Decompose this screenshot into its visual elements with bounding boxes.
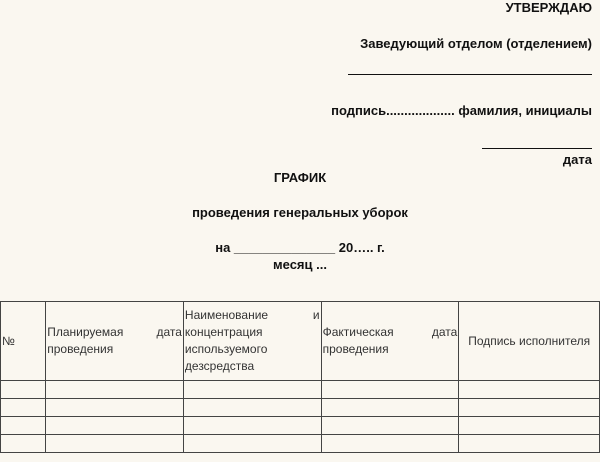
table-cell[interactable] [459, 417, 600, 435]
table-cell[interactable] [46, 417, 184, 435]
table-row [1, 417, 600, 435]
table-cell[interactable] [321, 381, 459, 399]
table-row [1, 381, 600, 399]
table-cell[interactable] [321, 399, 459, 417]
table-row [1, 435, 600, 453]
schedule-table [0, 301, 600, 453]
table-row [1, 399, 600, 417]
table-cell[interactable] [46, 435, 184, 453]
approver-position: Заведующий отделом (отделением) [360, 36, 592, 51]
period-line: на ______________ 20….. г. [215, 240, 385, 255]
approval-heading: УТВЕРЖДАЮ [505, 0, 592, 15]
table-cell[interactable] [321, 435, 459, 453]
table-cell[interactable] [183, 381, 321, 399]
table-cell[interactable] [321, 417, 459, 435]
table-cell[interactable] [459, 435, 600, 453]
approver-name-line [348, 60, 592, 75]
date-label: дата [562, 152, 592, 167]
table-cell[interactable] [1, 399, 46, 417]
month-line: месяц ... [273, 257, 327, 272]
table-cell[interactable] [459, 381, 600, 399]
document-title: ГРАФИК [273, 170, 327, 185]
table-cell[interactable] [183, 399, 321, 417]
table-cell[interactable] [1, 381, 46, 399]
table-cell[interactable] [459, 399, 600, 417]
table-header-row [1, 302, 600, 381]
table-cell[interactable] [1, 417, 46, 435]
date-line [482, 138, 592, 149]
header-disinfectant: Наименование и концентрация используемого дезсредства [183, 302, 321, 381]
table-cell[interactable] [183, 417, 321, 435]
header-actual-date: Фактическая дата проведения [321, 302, 459, 381]
table-cell[interactable] [183, 435, 321, 453]
document-subtitle: проведения генеральных уборок [192, 205, 408, 220]
signature-hint: подпись................... фамилия, инициалы [331, 103, 592, 118]
table-cell[interactable] [46, 399, 184, 417]
header-planned-date: Планируемая дата проведения [46, 302, 184, 381]
header-executor-signature: Подпись исполнителя [459, 302, 600, 381]
header-number: № [1, 302, 46, 381]
table-cell[interactable] [1, 435, 46, 453]
table-cell[interactable] [46, 381, 184, 399]
